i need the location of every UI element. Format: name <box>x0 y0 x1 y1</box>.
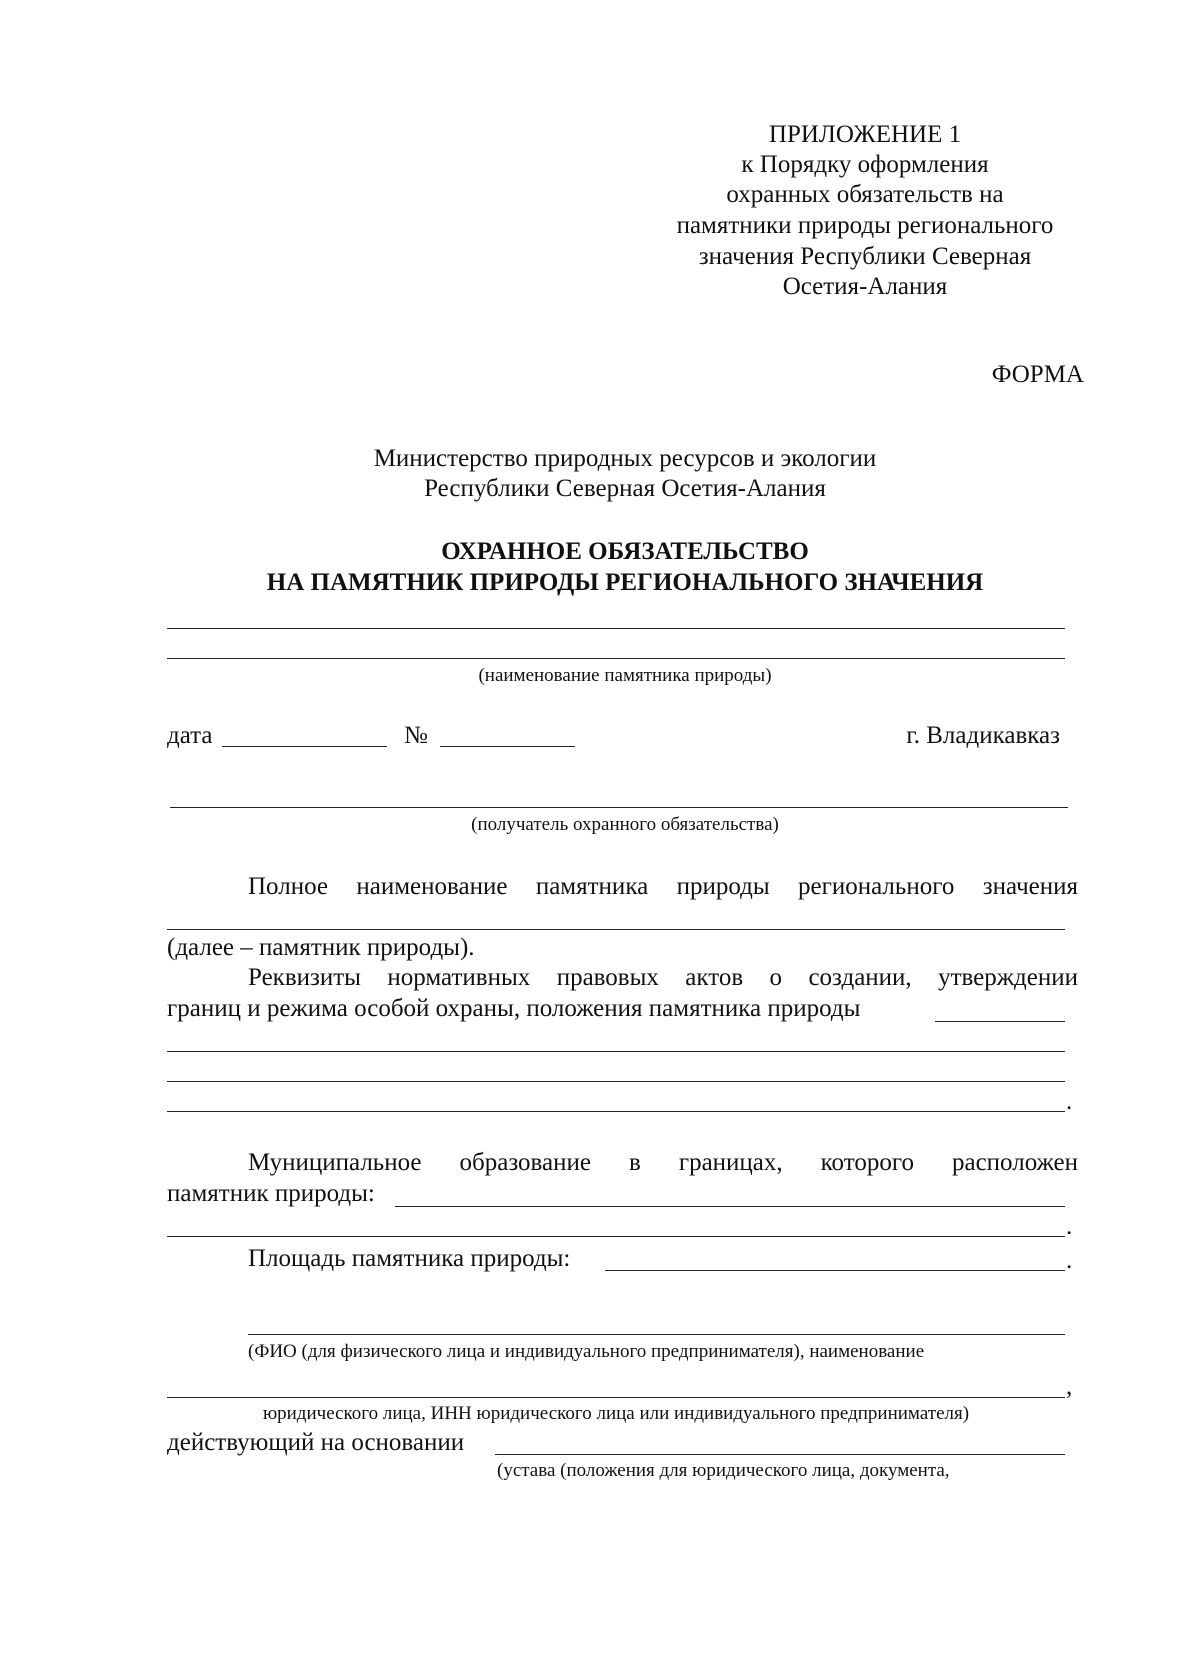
legal-entity-caption: юридического лица, ИНН юридического лица или индивидуального предпринимателя) <box>262 1403 970 1424</box>
period-mark: . <box>1066 1088 1073 1115</box>
document-title-2: НА ПАМЯТНИК ПРИРОДЫ РЕГИОНАЛЬНОГО ЗНАЧЕНИЯ <box>266 569 984 596</box>
requisites-field-2[interactable] <box>167 1051 1065 1052</box>
municipal-paragraph: Муниципальное образование в границах, которого расположен <box>248 1149 1078 1176</box>
ministry-name: Министерство природных ресурсов и экологии <box>373 445 877 472</box>
appendix-title: ПРИЛОЖЕНИЕ 1 <box>768 121 962 148</box>
comma-mark: , <box>1066 1373 1073 1400</box>
date-field[interactable] <box>222 746 387 747</box>
fio-caption: (ФИО (для физического лица и индивидуального предпринимателя), наименование <box>248 1341 925 1362</box>
requisites-paragraph-2: границ и режима особой охраны, положения памятника природы <box>167 995 861 1022</box>
number-label: № <box>404 722 428 749</box>
acting-on-basis-field[interactable] <box>495 1454 1065 1455</box>
number-field[interactable] <box>440 746 575 747</box>
document-title: ОХРАННОЕ ОБЯЗАТЕЛЬСТВО <box>441 538 809 565</box>
requisites-paragraph: Реквизиты нормативных правовых актов о создании, утверждении <box>248 964 1078 991</box>
recipient-field[interactable] <box>170 807 1068 808</box>
appendix-line: охранных обязательств на <box>726 181 1004 208</box>
municipal-paragraph-2: памятник природы: <box>167 1180 375 1207</box>
hereinafter-text: (далее – памятник природы). <box>167 934 475 961</box>
charter-caption: (устава (положения для юридического лица, документа, <box>497 1460 950 1481</box>
requisites-field-4[interactable] <box>167 1111 1065 1112</box>
appendix-line: к Порядку оформления <box>741 151 989 178</box>
monument-name-field-2[interactable] <box>167 658 1065 659</box>
appendix-line: Осетия-Алания <box>782 273 948 300</box>
fio-field[interactable] <box>248 1334 1065 1335</box>
monument-name-field[interactable] <box>167 628 1065 629</box>
form-label: ФОРМА <box>991 361 1084 388</box>
requisites-field[interactable] <box>935 1021 1065 1022</box>
municipal-field-2[interactable] <box>167 1236 1065 1237</box>
requisites-field-3[interactable] <box>167 1081 1065 1082</box>
appendix-line: значения Республики Северная <box>698 243 1032 270</box>
municipal-field[interactable] <box>395 1206 1065 1207</box>
area-label: Площадь памятника природы: <box>248 1245 571 1272</box>
monument-name-caption: (наименование памятника природы) <box>478 665 772 686</box>
city-label: г. Владикавказ <box>906 722 1060 749</box>
acting-on-basis-label: действующий на основании <box>167 1429 465 1456</box>
ministry-name-2: Республики Северная Осетия-Алания <box>424 475 826 502</box>
area-field[interactable] <box>605 1270 1065 1271</box>
appendix-line: памятники природы регионального <box>676 212 1054 239</box>
fio-field-2[interactable] <box>167 1397 1065 1398</box>
recipient-caption: (получатель охранного обязательства) <box>471 814 779 835</box>
period-mark: . <box>1066 1247 1073 1274</box>
period-mark: . <box>1066 1213 1073 1240</box>
full-name-field[interactable] <box>167 929 1065 930</box>
full-name-paragraph: Полное наименование памятника природы регионального значения <box>248 873 1078 900</box>
date-label: дата <box>167 722 213 749</box>
